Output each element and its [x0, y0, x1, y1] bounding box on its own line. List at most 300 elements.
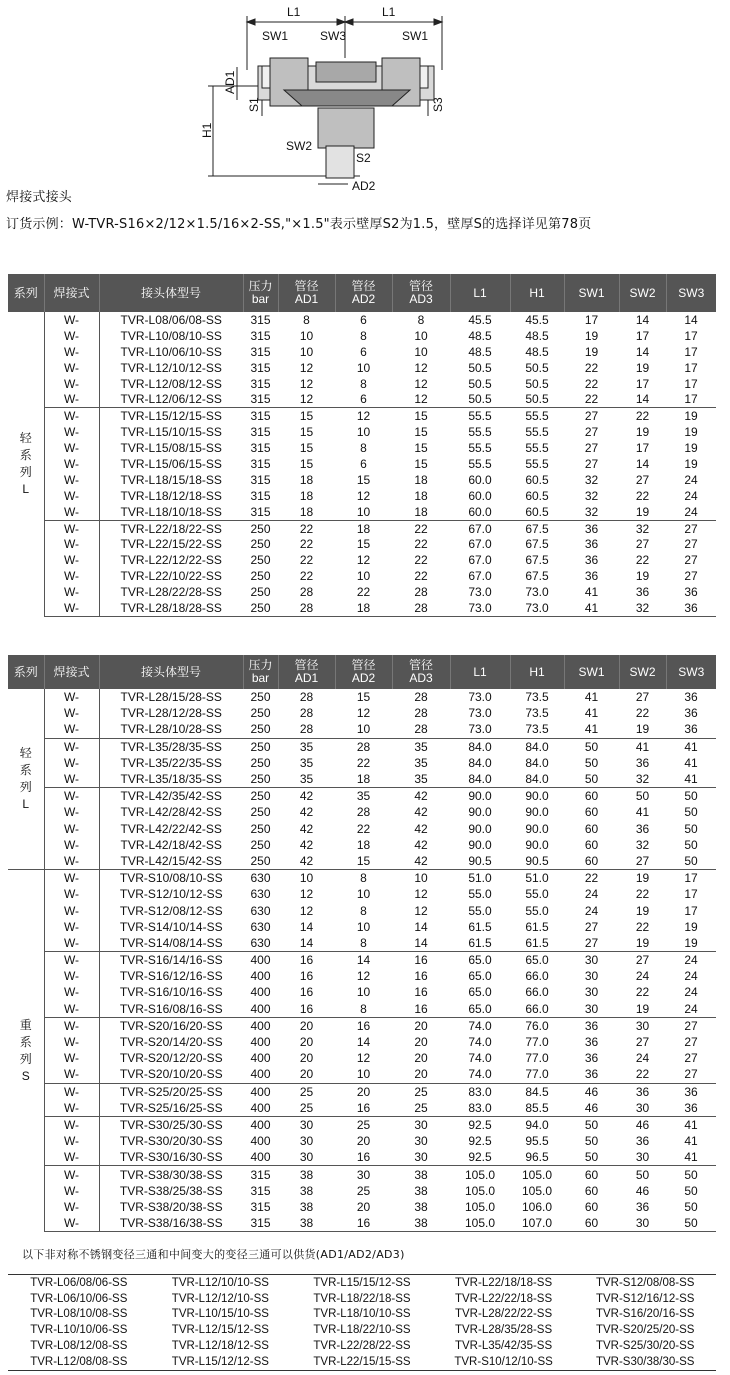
cell-sw2: 17	[635, 376, 650, 391]
cell-sw1: 46	[564, 1083, 619, 1100]
cell-l1: 55.5	[468, 441, 492, 456]
code-cell: TVR-L28/35/28-SS	[454, 1324, 553, 1337]
cell-sw1: 36	[584, 1035, 599, 1050]
cell-model: TVR-L22/12/22-SS	[99, 552, 243, 568]
table-row	[8, 755, 716, 771]
cell-ad3: 10	[414, 328, 428, 343]
cell-sw3: 50	[684, 1199, 698, 1214]
table-row	[8, 1116, 716, 1133]
cell-l1: 74.0	[468, 1035, 492, 1050]
cell-ad1: 10	[278, 870, 335, 887]
col-pressure: 压力 bar	[243, 655, 278, 689]
cell-sw1: 32	[584, 472, 599, 487]
cell-l1: 74.0	[468, 1051, 492, 1066]
cell-model: TVR-S12/08/12-SS	[99, 902, 243, 918]
cell-h1: 84.0	[525, 772, 549, 787]
cell-ad3: 20	[392, 1017, 450, 1034]
cell-sw2: 19	[635, 569, 650, 584]
cell-h1: 73.5	[525, 706, 549, 721]
cell-sw2: 22	[635, 706, 650, 721]
cell-l1: 60.0	[468, 504, 492, 519]
cell-pressure: 250	[250, 553, 271, 568]
cell-ad2: 12	[335, 408, 392, 424]
cell-ad3: 42	[392, 788, 450, 805]
table-1-body	[8, 312, 716, 616]
cell-weld: W-	[63, 690, 80, 705]
cell-ad2: 22	[356, 585, 371, 600]
cell-weld: W-	[63, 1134, 80, 1149]
label-sw2: SW2	[286, 139, 313, 153]
cell-weld: W-	[44, 600, 99, 616]
cell-ad2: 25	[356, 1183, 371, 1198]
cell-model: TVR-L42/35/42-SS	[99, 788, 243, 805]
cell-sw1: 60	[584, 1183, 599, 1198]
cell-l1: 105.0	[464, 1199, 496, 1214]
cell-model: TVR-S16/08/16-SS	[99, 1001, 243, 1018]
cell-ad1: 12	[299, 360, 314, 375]
cell-model: TVR-S20/12/20-SS	[99, 1050, 243, 1066]
cell-sw2: 36	[635, 821, 650, 836]
table-row	[8, 853, 716, 870]
cell-sw1: 41	[564, 600, 619, 616]
cell-sw2: 36	[635, 1199, 650, 1214]
spec-table-1	[8, 274, 716, 617]
cell-h1: 50.5	[525, 392, 549, 407]
cell-sw3: 14	[684, 312, 698, 327]
cell-sw1: 36	[584, 569, 599, 584]
table-row	[8, 1199, 716, 1215]
cell-l1: 60.0	[468, 488, 492, 503]
cell-ad2: 15	[356, 472, 371, 487]
table-row	[8, 821, 716, 837]
cell-pressure: 400	[250, 1067, 271, 1082]
cell-model: TVR-S12/10/12-SS	[99, 886, 243, 902]
cell-ad3: 20	[414, 1067, 428, 1082]
series-label: 轻 系 列 L	[8, 689, 44, 870]
code-cell: TVR-L06/10/06-SS	[30, 1292, 128, 1305]
cell-ad1: 20	[299, 1035, 314, 1050]
table-header	[8, 274, 716, 312]
cell-ad1: 22	[278, 520, 335, 536]
cell-ad1: 42	[278, 788, 335, 805]
cell-l1: 84.0	[450, 738, 510, 755]
code-cell: TVR-L22/15/15-SS	[313, 1355, 411, 1368]
cell-sw1: 50	[584, 1134, 599, 1149]
cell-ad3: 20	[414, 1051, 428, 1066]
cell-sw2: 27	[635, 853, 650, 868]
cell-weld: W-	[63, 1150, 80, 1165]
cell-ad2: 28	[356, 805, 371, 820]
cell-l1: 45.5	[468, 312, 492, 327]
cell-ad3: 18	[414, 472, 428, 487]
cell-sw1: 60	[584, 853, 599, 868]
col-l1: L1	[450, 274, 510, 312]
col-ad3: 管径 AD3	[392, 274, 450, 312]
cell-ad3: 18	[414, 504, 428, 519]
code-cell: TVR-S12/16/12-SS	[595, 1292, 695, 1305]
code-cell: TVR-L06/08/06-SS	[30, 1276, 128, 1289]
cell-sw1: 50	[564, 738, 619, 755]
table-row	[8, 1183, 716, 1199]
cell-ad2: 16	[356, 1100, 371, 1115]
codes-row	[8, 1338, 716, 1354]
cell-l1: 90.0	[450, 788, 510, 805]
col-pressure: 压力 bar	[243, 274, 278, 312]
cell-pressure: 315	[250, 425, 271, 440]
cell-pressure: 630	[250, 903, 271, 918]
cell-ad2: 10	[356, 1067, 371, 1082]
cell-model: TVR-S25/16/25-SS	[99, 1100, 243, 1117]
cell-ad1: 38	[278, 1166, 335, 1183]
cell-l1: 55.5	[468, 425, 492, 440]
cell-model: TVR-L15/10/15-SS	[99, 424, 243, 440]
cell-sw2: 19	[635, 722, 650, 737]
label-sw3: SW3	[320, 29, 347, 43]
cell-pressure: 250	[250, 853, 271, 868]
cell-ad2: 22	[356, 755, 371, 770]
cell-h1: 94.0	[510, 1116, 564, 1133]
cell-sw2: 14	[635, 392, 650, 407]
cell-h1: 106.0	[521, 1199, 553, 1214]
cell-l1: 50.5	[468, 376, 492, 391]
table-row	[8, 328, 716, 344]
cell-ad3: 15	[414, 441, 428, 456]
cell-pressure: 315	[250, 344, 271, 359]
codes-row	[8, 1322, 716, 1338]
cell-pressure: 250	[250, 585, 271, 600]
cell-weld: W-	[44, 1083, 99, 1100]
cell-weld: W-	[44, 1116, 99, 1133]
cell-sw1: 60	[564, 1166, 619, 1183]
cell-sw3: 50	[684, 1183, 698, 1198]
cell-sw1: 30	[584, 985, 599, 1000]
cell-ad3: 25	[392, 1083, 450, 1100]
cell-l1: 105.0	[450, 1215, 510, 1232]
cell-l1: 92.5	[468, 1150, 492, 1165]
cell-sw1: 32	[584, 488, 599, 503]
table-row	[8, 424, 716, 440]
cell-ad1: 16	[299, 1001, 314, 1016]
cell-h1: 60.5	[525, 472, 549, 487]
cell-pressure: 400	[243, 952, 278, 969]
cell-sw3: 36	[684, 690, 698, 705]
cell-weld: W-	[44, 738, 99, 755]
cell-h1: 61.5	[525, 935, 549, 950]
code-cell: TVR-S16/20/16-SS	[595, 1308, 695, 1321]
cell-weld: W-	[63, 1183, 80, 1198]
cell-ad2: 8	[360, 376, 367, 391]
cell-weld: W-	[63, 903, 80, 918]
code-cell: TVR-L08/10/08-SS	[30, 1308, 128, 1321]
cell-sw1: 50	[584, 772, 599, 787]
cell-pressure: 400	[250, 1100, 271, 1115]
cell-sw3: 50	[684, 805, 698, 820]
cell-sw1: 60	[584, 805, 599, 820]
cell-ad2: 10	[356, 360, 371, 375]
cell-sw1: 30	[564, 952, 619, 969]
cell-sw2: 19	[635, 504, 650, 519]
cell-ad3: 16	[414, 969, 428, 984]
cell-sw3: 17	[684, 344, 698, 359]
cell-ad1: 16	[299, 985, 314, 1000]
order-example: 订货示例：W-TVR-S16×2/12×1.5/16×2-SS,"×1.5"表示壁厚S2为1.5，壁厚S的选择详见第78页	[6, 217, 592, 232]
code-cell: TVR-L12/08/08-SS	[30, 1355, 128, 1368]
cell-sw1: 46	[584, 1100, 599, 1115]
cell-sw1: 36	[584, 553, 599, 568]
cell-ad3: 35	[392, 738, 450, 755]
cell-sw1: 60	[584, 837, 599, 852]
cell-pressure: 250	[250, 805, 271, 820]
cell-model: TVR-S38/30/38-SS	[99, 1166, 243, 1183]
cell-pressure: 315	[250, 376, 271, 391]
cell-ad1: 22	[299, 553, 314, 568]
cell-weld: W-	[63, 392, 80, 407]
cell-ad3: 12	[414, 887, 428, 902]
cell-sw2: 22	[635, 887, 650, 902]
cell-sw1: 60	[584, 1199, 599, 1214]
cell-weld: W-	[44, 408, 99, 424]
cell-model: TVR-L12/10/12-SS	[99, 360, 243, 376]
cell-model: TVR-S16/12/16-SS	[99, 968, 243, 984]
cell-ad1: 22	[299, 537, 314, 552]
cell-h1: 84.0	[510, 738, 564, 755]
cell-pressure: 250	[250, 690, 271, 705]
cell-pressure: 315	[250, 360, 271, 375]
cell-weld: W-	[63, 344, 80, 359]
cell-weld: W-	[63, 488, 80, 503]
cell-ad1: 38	[299, 1199, 314, 1214]
cell-sw2: 46	[619, 1116, 666, 1133]
cell-l1: 73.0	[468, 585, 492, 600]
table-row	[8, 312, 716, 328]
label-sw1-left: SW1	[262, 29, 289, 43]
col-ad3: 管径 AD3	[392, 655, 450, 689]
cell-weld: W-	[63, 821, 80, 836]
cell-model: TVR-L28/18/28-SS	[99, 600, 243, 616]
cell-ad1: 30	[299, 1134, 314, 1149]
cell-sw3: 36	[684, 1100, 698, 1115]
cell-sw3: 24	[684, 488, 698, 503]
cell-ad3: 12	[414, 392, 428, 407]
cell-l1: 90.5	[468, 853, 492, 868]
cell-sw3: 24	[684, 985, 698, 1000]
cell-pressure: 315	[243, 408, 278, 424]
col-sw2: SW2	[619, 274, 666, 312]
table-row	[8, 568, 716, 584]
cell-weld: W-	[63, 376, 80, 391]
cell-sw1: 36	[584, 1051, 599, 1066]
cell-ad3: 10	[414, 344, 428, 359]
label-s2: S2	[356, 151, 371, 165]
cell-sw3: 24	[666, 952, 716, 969]
cell-sw2: 22	[635, 985, 650, 1000]
cell-sw3: 17	[684, 903, 698, 918]
cell-ad3: 38	[392, 1166, 450, 1183]
cell-model: TVR-L08/06/08-SS	[99, 312, 243, 328]
codes-row	[8, 1291, 716, 1307]
cell-sw3: 50	[666, 788, 716, 805]
cell-ad3: 14	[414, 935, 428, 950]
cell-weld: W-	[63, 360, 80, 375]
cell-model: TVR-L10/08/10-SS	[99, 328, 243, 344]
cell-ad2: 20	[335, 1083, 392, 1100]
cell-model: TVR-S10/08/10-SS	[99, 870, 243, 887]
cell-l1: 48.5	[468, 328, 492, 343]
cell-ad1: 28	[299, 722, 314, 737]
cell-sw3: 41	[684, 772, 698, 787]
cell-sw2: 32	[619, 600, 666, 616]
cell-sw1: 27	[564, 408, 619, 424]
cell-h1: 76.0	[510, 1017, 564, 1034]
cell-l1: 65.0	[468, 969, 492, 984]
cell-sw2: 46	[635, 1183, 650, 1198]
cell-h1: 73.0	[510, 600, 564, 616]
cell-weld: W-	[44, 1215, 99, 1232]
cell-ad3: 15	[414, 456, 428, 471]
table-row	[8, 902, 716, 918]
cell-ad3: 38	[414, 1199, 428, 1214]
col-model: 接头体型号	[99, 274, 243, 312]
cell-ad1: 8	[303, 312, 310, 327]
cell-ad1: 12	[299, 903, 314, 918]
cell-ad2: 15	[356, 690, 371, 705]
code-cell: TVR-L15/12/12-SS	[171, 1355, 269, 1368]
cell-sw3: 27	[684, 569, 698, 584]
table-row	[8, 440, 716, 456]
cell-sw3: 19	[684, 919, 698, 934]
cell-model: TVR-S30/20/30-SS	[99, 1133, 243, 1149]
cell-weld: W-	[44, 870, 99, 887]
cell-sw2: 17	[635, 441, 650, 456]
cell-l1: 84.0	[468, 755, 492, 770]
cell-weld: W-	[44, 1017, 99, 1034]
cell-sw1: 36	[564, 520, 619, 536]
cell-sw1: 24	[584, 903, 599, 918]
cell-pressure: 250	[243, 788, 278, 805]
cell-sw1: 19	[584, 344, 599, 359]
cell-pressure: 315	[250, 472, 271, 487]
cell-sw3: 17	[684, 376, 698, 391]
table-row	[8, 935, 716, 952]
table-row	[8, 600, 716, 616]
cell-pressure: 250	[243, 738, 278, 755]
cell-ad2: 18	[335, 520, 392, 536]
cell-sw1: 27	[584, 919, 599, 934]
cell-ad3: 35	[414, 772, 428, 787]
cell-ad2: 16	[356, 1150, 371, 1165]
cell-l1: 67.0	[468, 553, 492, 568]
cell-model: TVR-L35/28/35-SS	[99, 738, 243, 755]
cell-pressure: 250	[250, 755, 271, 770]
cell-l1: 65.0	[468, 1001, 492, 1016]
cell-sw3: 41	[684, 1150, 698, 1165]
cell-ad2: 20	[356, 1199, 371, 1214]
cell-sw2: 24	[635, 1051, 650, 1066]
cell-model: TVR-L35/22/35-SS	[99, 755, 243, 771]
cell-sw2: 19	[635, 935, 650, 950]
cell-pressure: 400	[250, 969, 271, 984]
code-cell: TVR-L12/18/12-SS	[171, 1340, 269, 1353]
cell-ad1: 18	[299, 472, 314, 487]
spec-table-2	[8, 655, 716, 1232]
cell-h1: 55.5	[510, 408, 564, 424]
table-row	[8, 1215, 716, 1232]
cell-sw2: 50	[619, 788, 666, 805]
cell-model: TVR-S30/25/30-SS	[99, 1116, 243, 1133]
cell-sw2: 22	[635, 553, 650, 568]
cell-h1: 55.5	[525, 456, 549, 471]
label-l1-left: L1	[287, 5, 301, 19]
cell-h1: 51.0	[510, 870, 564, 887]
cell-ad3: 22	[414, 553, 428, 568]
cell-ad1: 20	[278, 1017, 335, 1034]
cell-pressure: 630	[250, 887, 271, 902]
cell-model: TVR-S20/14/20-SS	[99, 1034, 243, 1050]
cell-weld: W-	[63, 1035, 80, 1050]
cell-pressure: 400	[243, 1017, 278, 1034]
cell-ad1: 42	[299, 821, 314, 836]
code-cell: TVR-L22/22/18-SS	[454, 1292, 553, 1305]
cell-ad1: 35	[299, 755, 314, 770]
cell-weld: W-	[63, 853, 80, 868]
cell-weld: W-	[63, 706, 80, 721]
cell-weld: W-	[63, 328, 80, 343]
cell-ad3: 25	[414, 1100, 428, 1115]
cell-l1: 55.5	[468, 456, 492, 471]
cell-sw1: 60	[564, 788, 619, 805]
cell-sw2: 27	[619, 952, 666, 969]
cell-l1: 83.0	[450, 1083, 510, 1100]
code-cell: TVR-S10/12/10-SS	[454, 1355, 553, 1368]
code-cell: TVR-L35/42/35-SS	[454, 1340, 553, 1353]
cell-model: TVR-L12/06/12-SS	[99, 391, 243, 407]
cell-sw3: 24	[684, 1001, 698, 1016]
cell-h1: 84.5	[510, 1083, 564, 1100]
cell-model: TVR-L15/06/15-SS	[99, 456, 243, 472]
cell-ad2: 10	[356, 504, 371, 519]
table-row	[8, 689, 716, 705]
cell-ad3: 12	[414, 376, 428, 391]
table-row	[8, 504, 716, 520]
cell-ad3: 22	[414, 537, 428, 552]
cell-model: TVR-L28/22/28-SS	[99, 584, 243, 600]
cell-ad2: 25	[335, 1116, 392, 1133]
cell-sw1: 60	[564, 1215, 619, 1232]
cell-ad1: 18	[299, 488, 314, 503]
cell-sw1: 50	[584, 1150, 599, 1165]
cell-sw2: 19	[619, 870, 666, 887]
cell-sw2: 19	[635, 1001, 650, 1016]
cell-h1: 48.5	[525, 328, 549, 343]
table-row	[8, 837, 716, 853]
cell-ad2: 12	[356, 969, 371, 984]
cell-ad1: 15	[299, 425, 314, 440]
cell-l1: 67.0	[468, 569, 492, 584]
table-row	[8, 1017, 716, 1034]
cell-pressure: 250	[250, 722, 271, 737]
cell-h1: 66.0	[525, 1001, 549, 1016]
cell-l1: 105.0	[450, 1166, 510, 1183]
cell-sw2: 32	[635, 772, 650, 787]
cell-ad1: 12	[299, 376, 314, 391]
cell-l1: 73.0	[468, 706, 492, 721]
cell-ad3: 12	[414, 360, 428, 375]
cell-l1: 50.5	[468, 360, 492, 375]
cell-model: TVR-S25/20/25-SS	[99, 1083, 243, 1100]
cell-ad3: 42	[414, 821, 428, 836]
label-s3: S3	[431, 97, 445, 112]
cell-weld: W-	[44, 1166, 99, 1183]
